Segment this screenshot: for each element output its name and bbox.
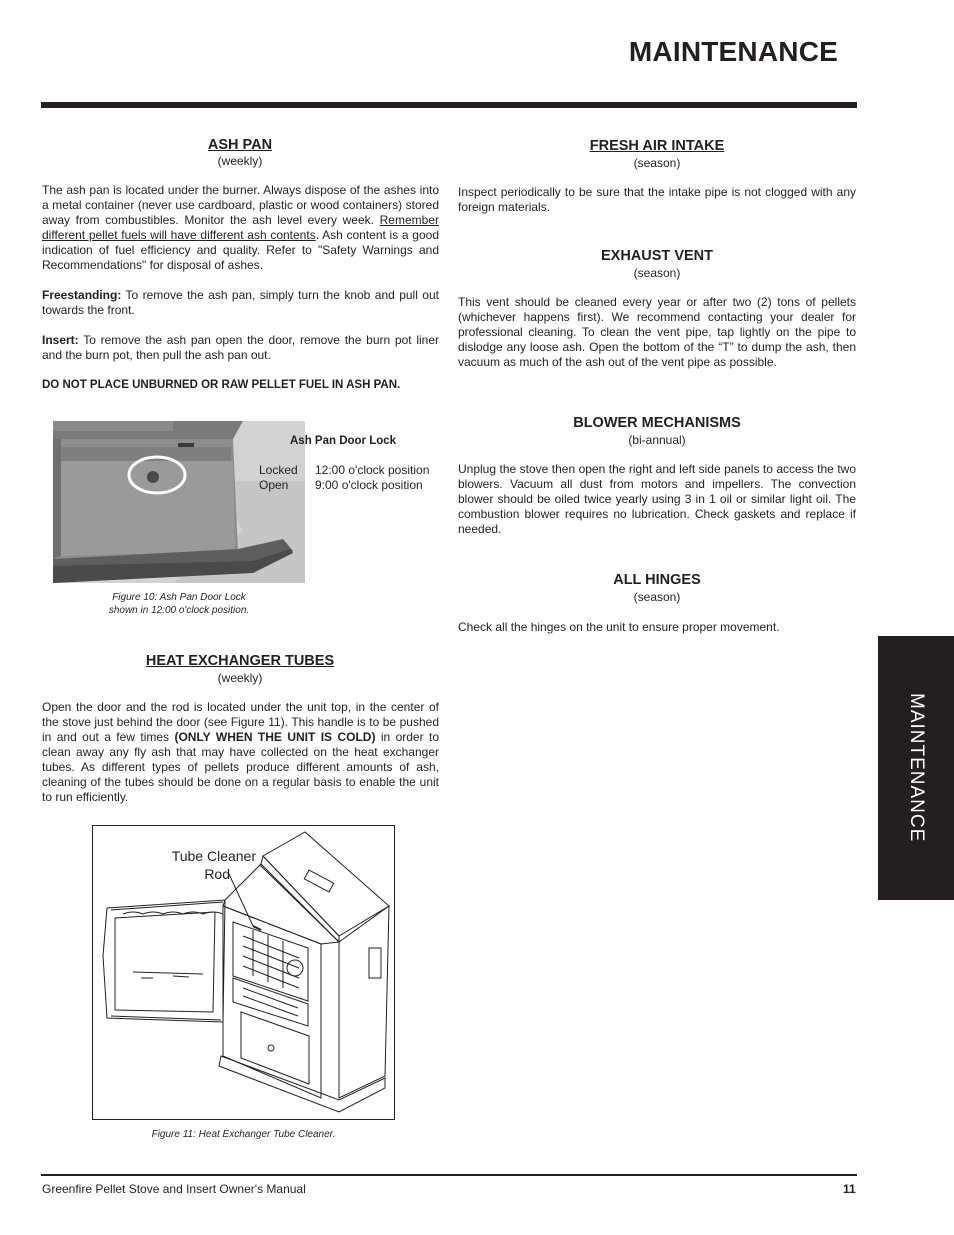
fresh-air-heading: FRESH AIR INTAKE <box>589 138 725 154</box>
ash-pan-paragraph <box>42 183 439 273</box>
tube-cleaner-label-line2: Rod <box>204 866 230 882</box>
locked-value: 12:00 o'clock position <box>315 463 430 477</box>
section-side-tab-label: MAINTENANCE <box>906 693 927 843</box>
footer-rule <box>41 1174 857 1176</box>
tube-cleaner-label <box>168 847 256 883</box>
freestanding-paragraph <box>42 288 439 318</box>
exhaust-vent-text: This vent should be cleaned every year or after two (2) tons of pellets (whichever happens first). We recommend contacting your dealer for professional cleaning. To clean the vent pipe, tap lightly on the pipe to dislodge any loose ash. Open the bottom of the “T” to dump the ash, then vacuum as much of the ash out of the vent pipe as possible. <box>458 295 856 369</box>
heat-exchanger-text-b: in order to clean away any fly ash that may have collected on the heat exchanger tubes. As different types of pellets produce different amounts of ash, cleaning of the tubes should be done on a regular basis to enable the unit to run efficiently. <box>42 730 439 804</box>
fresh-air-frequency: (season) <box>633 156 681 170</box>
blower-heading: BLOWER MECHANISMS <box>573 415 741 431</box>
ash-pan-door-photo <box>53 421 305 583</box>
heat-exchanger-frequency: (weekly) <box>217 671 263 685</box>
exhaust-vent-frequency: (season) <box>633 266 681 280</box>
ash-pan-text-b: . Ash content is a good indication of fuel efficiency and quality. Refer to "Safety Warnings and Recommendations" for disposal of ashes. <box>42 228 440 272</box>
heat-exchanger-paragraph <box>42 700 439 805</box>
ash-pan-text-underlined: Remember different pellet fuels will have different ash contents <box>42 213 439 242</box>
freestanding-label: Freestanding: <box>42 288 122 302</box>
exhaust-vent-heading: EXHAUST VENT <box>601 248 713 264</box>
blower-frequency: (bi-annual) <box>628 433 686 447</box>
open-label: Open <box>259 478 289 492</box>
page-number: 11 <box>843 1182 856 1196</box>
ash-pan-text-a: The ash pan is located under the burner. Always dispose of the ashes into a metal container (never use cardboard, plastic or wood containers) stored away from combustibles. Monitor the ash level every week. <box>42 183 439 227</box>
figure10-caption-line2: shown in 12:00 o'clock position. <box>108 605 250 616</box>
insert-text: To remove the ash pan open the door, remove the burn pot liner and the burn pot, then pull the ash pan out. <box>42 333 439 362</box>
door-lock-knob <box>147 471 159 483</box>
figure10-caption <box>53 591 305 617</box>
blower-text: Unplug the stove then open the right and left side panels to access the two blowers. Vacuum all dust from motors and impellers. The convection blower should be oiled twice yearly using 3 in 1 oil or similar light oil. The combustion blower requires no lubrication. Check gaskets and replace if needed. <box>458 462 856 536</box>
lock-title: Ash Pan Door Lock <box>290 435 397 447</box>
insert-label: Insert: <box>42 333 79 347</box>
section-side-tab-label-wrap <box>878 636 954 900</box>
fresh-air-text: Inspect periodically to be sure that the intake pipe is not clogged with any foreign materials. <box>458 185 856 214</box>
heat-exchanger-text-bold: (ONLY WHEN THE UNIT IS COLD) <box>174 730 376 744</box>
hinges-text: Check all the hinges on the unit to ensure proper movement. <box>458 620 780 634</box>
tube-cleaner-label-line1: Tube Cleaner <box>171 848 256 864</box>
footer-manual-title: Greenfire Pellet Stove and Insert Owner's Manual <box>42 1182 306 1196</box>
page-title: MAINTENANCE <box>628 36 838 67</box>
figure10-caption-line1: Figure 10: Ash Pan Door Lock <box>112 592 246 603</box>
ash-pan-heading: ASH PAN <box>207 137 273 153</box>
insert-paragraph <box>42 333 439 363</box>
heat-exchanger-text-a: Open the door and the rod is located under the unit top, in the center of the stove just behind the door (see Figure 11). This handle is to be pushed in and out a few times <box>42 700 439 744</box>
hinges-heading: ALL HINGES <box>613 572 701 588</box>
ash-pan-frequency: (weekly) <box>217 154 263 168</box>
locked-label: Locked <box>259 463 298 477</box>
hinges-frequency: (season) <box>633 590 681 604</box>
tube-cleaner-drawing <box>92 825 395 1120</box>
stove-base-photo <box>53 421 305 583</box>
heat-exchanger-heading: HEAT EXCHANGER TUBES <box>145 653 335 669</box>
figure11-caption: Figure 11: Heat Exchanger Tube Cleaner. <box>151 1129 336 1140</box>
ash-pan-warning: DO NOT PLACE UNBURNED OR RAW PELLET FUEL IN ASH PAN. <box>42 379 401 391</box>
open-value: 9:00 o'clock position <box>315 478 423 492</box>
freestanding-text: To remove the ash pan, simply turn the knob and pull out towards the front. <box>42 288 439 317</box>
header-rule <box>41 102 857 108</box>
